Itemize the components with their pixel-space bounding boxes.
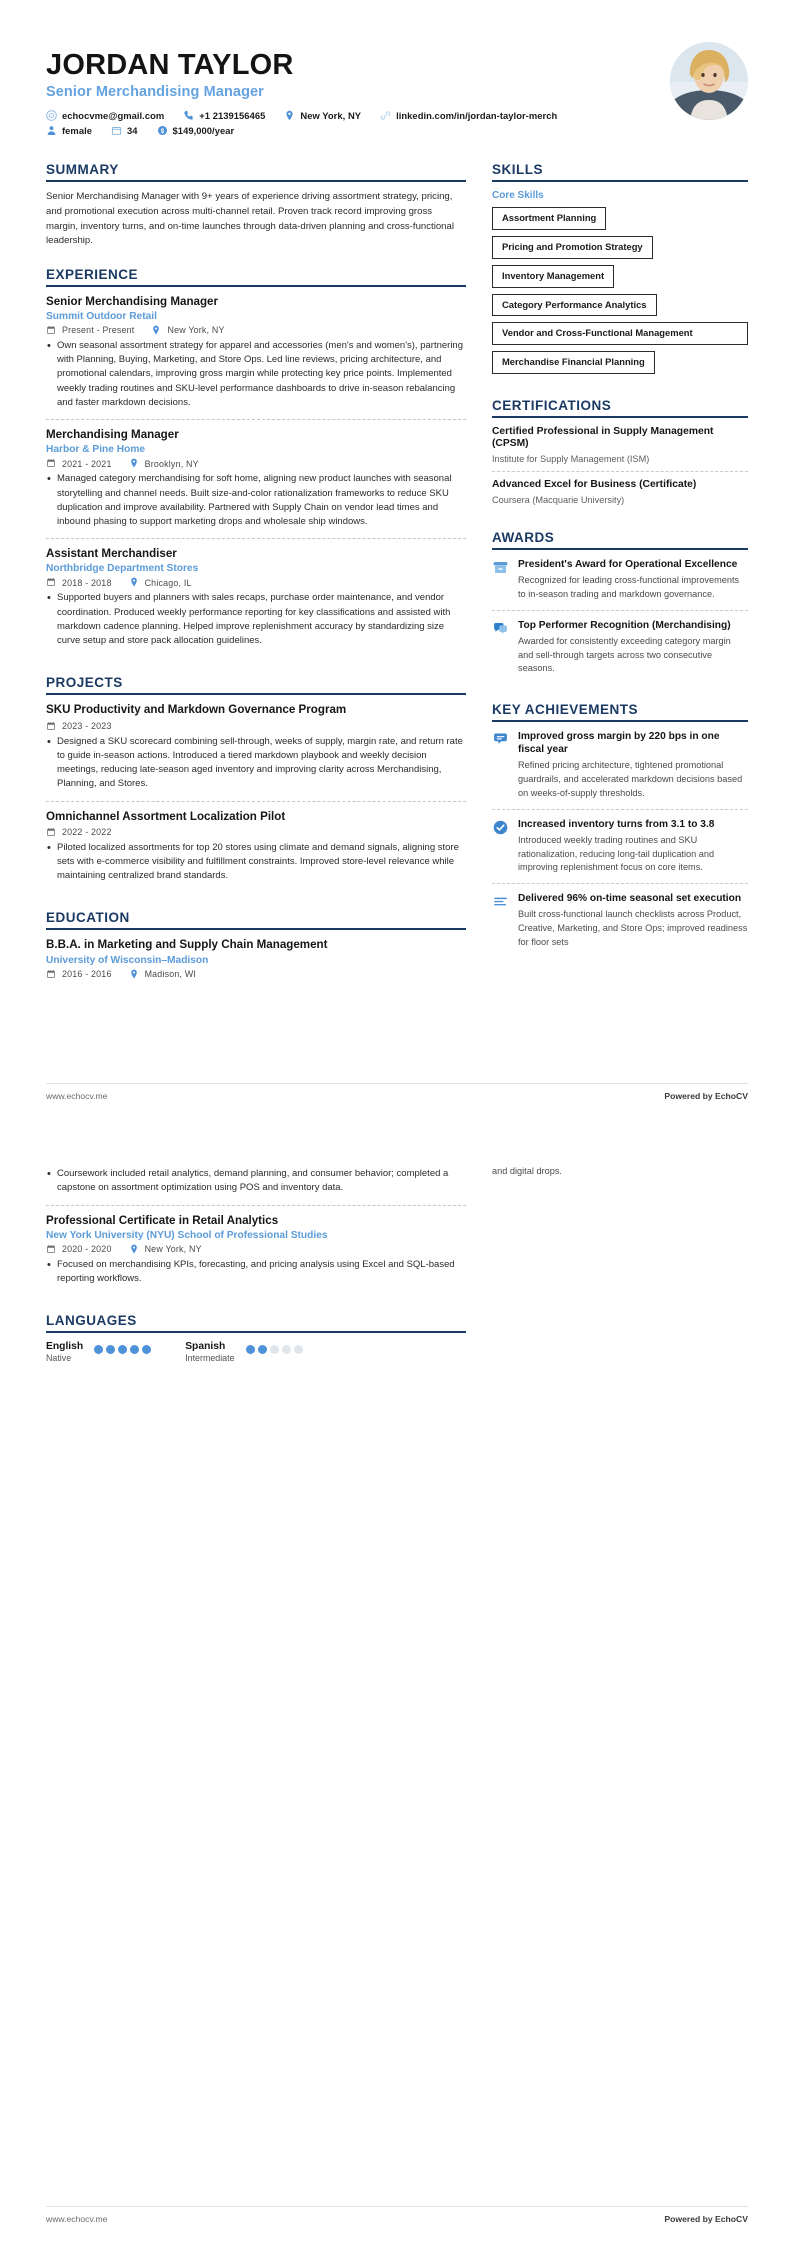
education-dates	[46, 969, 112, 980]
list-item: • Coursework included retail analytics, demand planning, and consumer behavior; completed a capstone on assortment optimization using POS and inventory data.	[46, 1167, 466, 1196]
section-title-experience: EXPERIENCE	[46, 266, 139, 282]
speech-bubble-icon	[492, 731, 509, 748]
calendar-icon	[111, 125, 122, 136]
skill-chip: Assortment Planning	[492, 207, 606, 230]
language-item	[46, 1341, 151, 1363]
lines-icon	[492, 893, 509, 910]
check-circle-icon	[492, 819, 509, 836]
education-school: New York University (NYU) School of Professional Studies	[46, 1229, 328, 1241]
award-entry	[492, 610, 748, 684]
language-name: English	[46, 1341, 84, 1353]
section-title-key-achievements: KEY ACHIEVEMENTS	[492, 702, 639, 718]
contact-row-2	[46, 125, 654, 136]
rating-dot	[130, 1345, 139, 1354]
project-bullets	[46, 735, 466, 792]
section-title-skills: SKILLS	[492, 162, 544, 178]
achievement-title: Delivered 96% on-time seasonal set execution	[518, 893, 742, 905]
language-level: Native	[46, 1353, 72, 1364]
language-name: Spanish	[185, 1341, 226, 1353]
list-item: • Piloted localized assortments for top 20 stores using climate and demand signals, aligning store sets with e-commerce visibility and fulfillment constraints. Improved store-level relevance while maintaining centralized brand standards.	[46, 841, 466, 884]
education-bullets	[46, 1258, 466, 1287]
contact-email-text: echocvme@gmail.com	[62, 110, 165, 122]
education-entry	[46, 1205, 466, 1296]
calendar-icon	[46, 969, 57, 980]
award-body	[518, 558, 748, 602]
education-degree: B.B.A. in Marketing and Supply Chain Management	[46, 938, 328, 952]
contact-row-1	[46, 110, 654, 121]
section-key-achievements	[492, 702, 748, 957]
project-dates-text: 2023 - 2023	[62, 721, 112, 732]
award-entry	[492, 558, 748, 610]
archive-box-icon	[492, 559, 509, 576]
language-text	[185, 1341, 234, 1363]
skill-chip: Pricing and Promotion Strategy	[492, 236, 653, 259]
project-dates-text: 2022 - 2022	[62, 827, 112, 838]
list-item: • Designed a SKU scorecard combining sell-through, weeks of supply, margin rate, and return rate to guide in-season actions. Introduced a tiered markdown playbook and weekly decision meetings, reducing late-season aged inventory and improving clarity across Merchandising, Planning, and Stores.	[46, 735, 466, 792]
page-footer	[46, 1083, 748, 1101]
achievement-desc: Built cross-functional launch checklists across Product, Creative, Marketing, and Store Ops; improved readiness for floor sets	[518, 909, 748, 947]
language-rating-dots	[246, 1345, 303, 1354]
education-dates-text: 2020 - 2020	[62, 1244, 112, 1255]
calendar-icon	[46, 721, 57, 732]
achievement-entry	[492, 883, 748, 957]
calendar-icon	[46, 577, 57, 588]
education-meta	[46, 969, 466, 980]
page2-body	[46, 1165, 748, 1381]
experience-dates-text: Present - Present	[62, 325, 135, 336]
header-text-block	[46, 42, 654, 140]
experience-location	[129, 577, 192, 588]
project-entry	[46, 801, 466, 893]
certification-issuer: Coursera (Macquarie University)	[492, 495, 625, 506]
section-title-projects: PROJECTS	[46, 675, 123, 691]
page2-right-column	[492, 1165, 748, 1381]
section-title-summary: SUMMARY	[46, 162, 119, 178]
experience-location-text: New York, NY	[167, 325, 225, 336]
project-title: SKU Productivity and Markdown Governance Program	[46, 703, 347, 717]
experience-meta	[46, 458, 466, 469]
education-bullets	[46, 1167, 466, 1196]
certification-name: Advanced Excel for Business (Certificate)	[492, 479, 697, 491]
achievement-title: Increased inventory turns from 3.1 to 3.8	[518, 818, 715, 830]
award-body	[518, 619, 748, 676]
achievement-body	[518, 892, 748, 949]
project-entry	[46, 703, 466, 800]
footer-site[interactable]: www.echocv.me	[46, 1091, 108, 1101]
section-divider	[46, 928, 466, 930]
contact-age-text: 34	[127, 125, 138, 137]
experience-meta	[46, 325, 466, 336]
education-dates-text: 2016 - 2016	[62, 969, 112, 980]
achievement-entry	[492, 809, 748, 883]
experience-dates	[46, 577, 112, 588]
experience-dates-text: 2021 - 2021	[62, 458, 112, 469]
section-divider	[46, 1331, 466, 1333]
experience-company: Harbor & Pine Home	[46, 444, 146, 456]
skill-chip: Inventory Management	[492, 265, 614, 288]
section-divider	[492, 180, 748, 182]
footer-powered-by: Powered by EchoCV	[664, 2214, 748, 2224]
section-education	[46, 910, 466, 991]
section-languages	[46, 1313, 466, 1363]
achievement-body	[518, 730, 748, 800]
skill-chip: Category Performance Analytics	[492, 294, 657, 317]
dollar-coin-icon	[157, 125, 168, 136]
link-icon	[380, 110, 391, 121]
project-meta	[46, 827, 466, 838]
skills-chip-list	[492, 207, 748, 379]
contact-gender-text: female	[62, 125, 93, 137]
resume-header	[46, 42, 748, 140]
header-job-title: Senior Merchandising Manager	[46, 84, 264, 101]
education-location-text: New York, NY	[144, 1244, 202, 1255]
rating-dot	[118, 1345, 127, 1354]
achievement-desc-continued: and digital drops.	[492, 1166, 562, 1176]
education-location	[129, 969, 197, 980]
project-bullets	[46, 841, 466, 884]
award-title: President's Award for Operational Excellence	[518, 559, 738, 571]
project-dates	[46, 721, 112, 732]
section-divider	[46, 285, 466, 287]
right-column	[492, 162, 748, 1009]
certification-entry	[492, 471, 748, 512]
experience-bullets	[46, 472, 466, 529]
location-pin-icon	[129, 577, 140, 588]
section-skills	[492, 162, 748, 379]
contact-linkedin-text: linkedin.com/in/jordan-taylor-merch	[396, 110, 558, 122]
skill-chip: Vendor and Cross-Functional Management	[492, 322, 748, 345]
experience-location	[129, 458, 199, 469]
achievement-desc: Introduced weekly trading routines and SKU rationalization, reducing long-tail duplication and improving replenishment focus on core items.	[518, 834, 715, 873]
education-entry	[46, 938, 466, 991]
contact-age	[111, 125, 138, 136]
achievement-title: Improved gross margin by 220 bps in one fiscal year	[518, 731, 720, 756]
contact-salary-text: $149,000/year	[172, 125, 235, 137]
resume-body	[46, 162, 748, 1009]
calendar-icon	[46, 827, 57, 838]
certification-issuer: Institute for Supply Management (ISM)	[492, 454, 650, 465]
experience-entry	[46, 538, 466, 657]
experience-job-title: Merchandising Manager	[46, 428, 179, 442]
experience-job-title: Senior Merchandising Manager	[46, 294, 219, 308]
experience-bullets	[46, 339, 466, 410]
education-degree: Professional Certificate in Retail Analytics	[46, 1213, 279, 1227]
person-icon	[46, 125, 57, 136]
experience-entry	[46, 419, 466, 538]
phone-icon	[183, 110, 194, 121]
language-level: Intermediate	[185, 1353, 235, 1364]
section-education-continued	[46, 1167, 466, 1295]
achievement-desc: Refined pricing architecture, tightened promotional guardrails, and accelerated markdown decisions based on weeks-of-supply thresholds.	[518, 760, 743, 798]
experience-dates-text: 2018 - 2018	[62, 577, 112, 588]
skill-chip: Merchandise Financial Planning	[492, 351, 655, 374]
contact-linkedin[interactable]	[380, 110, 557, 121]
summary-text: Senior Merchandising Manager with 9+ years of experience driving assortment strategy, pricing, and promotional execution across multi-channel retail. Proven track record improving gross margin, inventory turns, and on-time launches through data-driven planning and cross-functional leadership.	[46, 191, 454, 247]
education-dates	[46, 1244, 112, 1255]
contact-location	[284, 110, 361, 121]
experience-company: Northbridge Department Stores	[46, 563, 199, 575]
page-footer	[46, 2206, 748, 2224]
section-experience	[46, 267, 466, 658]
education-school: University of Wisconsin–Madison	[46, 954, 209, 966]
calendar-icon	[46, 458, 57, 469]
calendar-icon	[46, 325, 57, 336]
experience-dates	[46, 458, 112, 469]
experience-meta	[46, 577, 466, 588]
certification-entry	[492, 426, 748, 472]
list-item: • Focused on merchandising KPIs, forecasting, and pricing analysis using Excel and SQL-based reporting workflows.	[46, 1258, 466, 1287]
language-text	[46, 1341, 83, 1363]
section-divider	[46, 180, 466, 182]
education-location-text: Madison, WI	[144, 969, 197, 980]
rating-dot	[270, 1345, 279, 1354]
section-summary	[46, 162, 466, 248]
experience-location	[151, 325, 224, 336]
section-title-languages: LANGUAGES	[46, 1313, 137, 1329]
award-desc: Awarded for consistently exceeding category margin and sell-through targets across two consecutive seasons.	[518, 635, 731, 674]
section-projects	[46, 675, 466, 892]
rating-dot	[294, 1345, 303, 1354]
education-meta	[46, 1244, 466, 1255]
experience-bullets	[46, 591, 466, 648]
contact-info	[46, 110, 654, 136]
experience-company: Summit Outdoor Retail	[46, 310, 157, 322]
section-title-education: EDUCATION	[46, 910, 130, 926]
language-rating-dots	[94, 1345, 151, 1354]
achievement-body	[518, 818, 748, 875]
list-item: • Supported buyers and planners with sales recaps, purchase order maintenance, and vendor coordination. Produced weekly performance reporting for key classifications and assisted with markdown cadence planning. Helped improve replenishment accuracy by standardizing size curve setup and store pack allocation guidelines.	[46, 591, 466, 648]
list-item: • Own seasonal assortment strategy for apparel and accessories (men's and women's), partnering with Planning, Buying, Marketing, and Store Ops. Led line reviews, pricing architecture, and promotional calendars, improving gross margin while protecting key price points. Implemented weekly trading routines and SKU-level performance dashboards to drive in-season rebalancing and faster markdown decisions.	[46, 339, 466, 410]
contact-salary	[157, 125, 235, 136]
chat-bubbles-icon	[492, 620, 509, 637]
experience-job-title: Assistant Merchandiser	[46, 547, 177, 561]
award-title: Top Performer Recognition (Merchandising)	[518, 619, 731, 631]
education-location	[129, 1244, 202, 1255]
experience-location-text: Chicago, IL	[144, 577, 192, 588]
location-pin-icon	[129, 458, 140, 469]
page-title: JORDAN TAYLOR	[46, 49, 294, 81]
contact-phone[interactable]	[183, 110, 265, 121]
rating-dot	[106, 1345, 115, 1354]
page2-left-column	[46, 1165, 466, 1381]
resume-page-2	[0, 1123, 794, 2246]
rating-dot	[94, 1345, 103, 1354]
rating-dot	[282, 1345, 291, 1354]
skills-subhead: Core Skills	[492, 190, 544, 202]
project-meta	[46, 721, 466, 732]
project-dates	[46, 827, 112, 838]
certification-name: Certified Professional in Supply Management (CPSM)	[492, 425, 714, 450]
svg-text:$: $	[160, 128, 164, 136]
section-divider	[46, 693, 466, 695]
education-entry-continued	[46, 1167, 466, 1205]
contact-location-text: New York, NY	[300, 110, 362, 122]
section-divider	[492, 720, 748, 722]
section-awards	[492, 530, 748, 684]
location-pin-icon	[151, 325, 162, 336]
achievement-entry	[492, 730, 748, 808]
section-divider	[492, 548, 748, 550]
location-pin-icon	[129, 1244, 140, 1255]
contact-phone-text: +1 2139156465	[199, 110, 266, 122]
footer-site[interactable]: www.echocv.me	[46, 2214, 108, 2224]
location-pin-icon	[284, 110, 295, 121]
experience-dates	[46, 325, 134, 336]
contact-email[interactable]	[46, 110, 164, 121]
section-title-awards: AWARDS	[492, 530, 555, 546]
section-divider	[492, 416, 748, 418]
award-desc: Recognized for leading cross-functional improvements to in-season trading and markdown governance.	[518, 575, 740, 599]
section-title-certifications: CERTIFICATIONS	[492, 397, 612, 413]
experience-location-text: Brooklyn, NY	[144, 458, 199, 469]
list-item: • Managed category merchandising for soft home, aligning new product launches with seasonal storytelling and channel needs. Built size-and-color rationalization frameworks to reduce SKU duplication and improve availability. Partnered with Supply Chain on vendor lead times and inbound phasing to support marketing drops and wholesale ship windows.	[46, 472, 466, 529]
experience-entry	[46, 295, 466, 419]
rating-dot	[258, 1345, 267, 1354]
language-list	[46, 1341, 466, 1363]
contact-gender	[46, 125, 92, 136]
calendar-icon	[46, 1244, 57, 1255]
section-certifications	[492, 398, 748, 513]
language-item	[185, 1341, 302, 1363]
location-pin-icon	[129, 969, 140, 980]
rating-dot	[246, 1345, 255, 1354]
footer-powered-by: Powered by EchoCV	[664, 1091, 748, 1101]
project-title: Omnichannel Assortment Localization Pilot	[46, 809, 286, 823]
email-icon	[46, 110, 57, 121]
avatar	[670, 42, 748, 120]
page2-blank-area	[46, 1381, 748, 1971]
left-column	[46, 162, 466, 1009]
rating-dot	[142, 1345, 151, 1354]
